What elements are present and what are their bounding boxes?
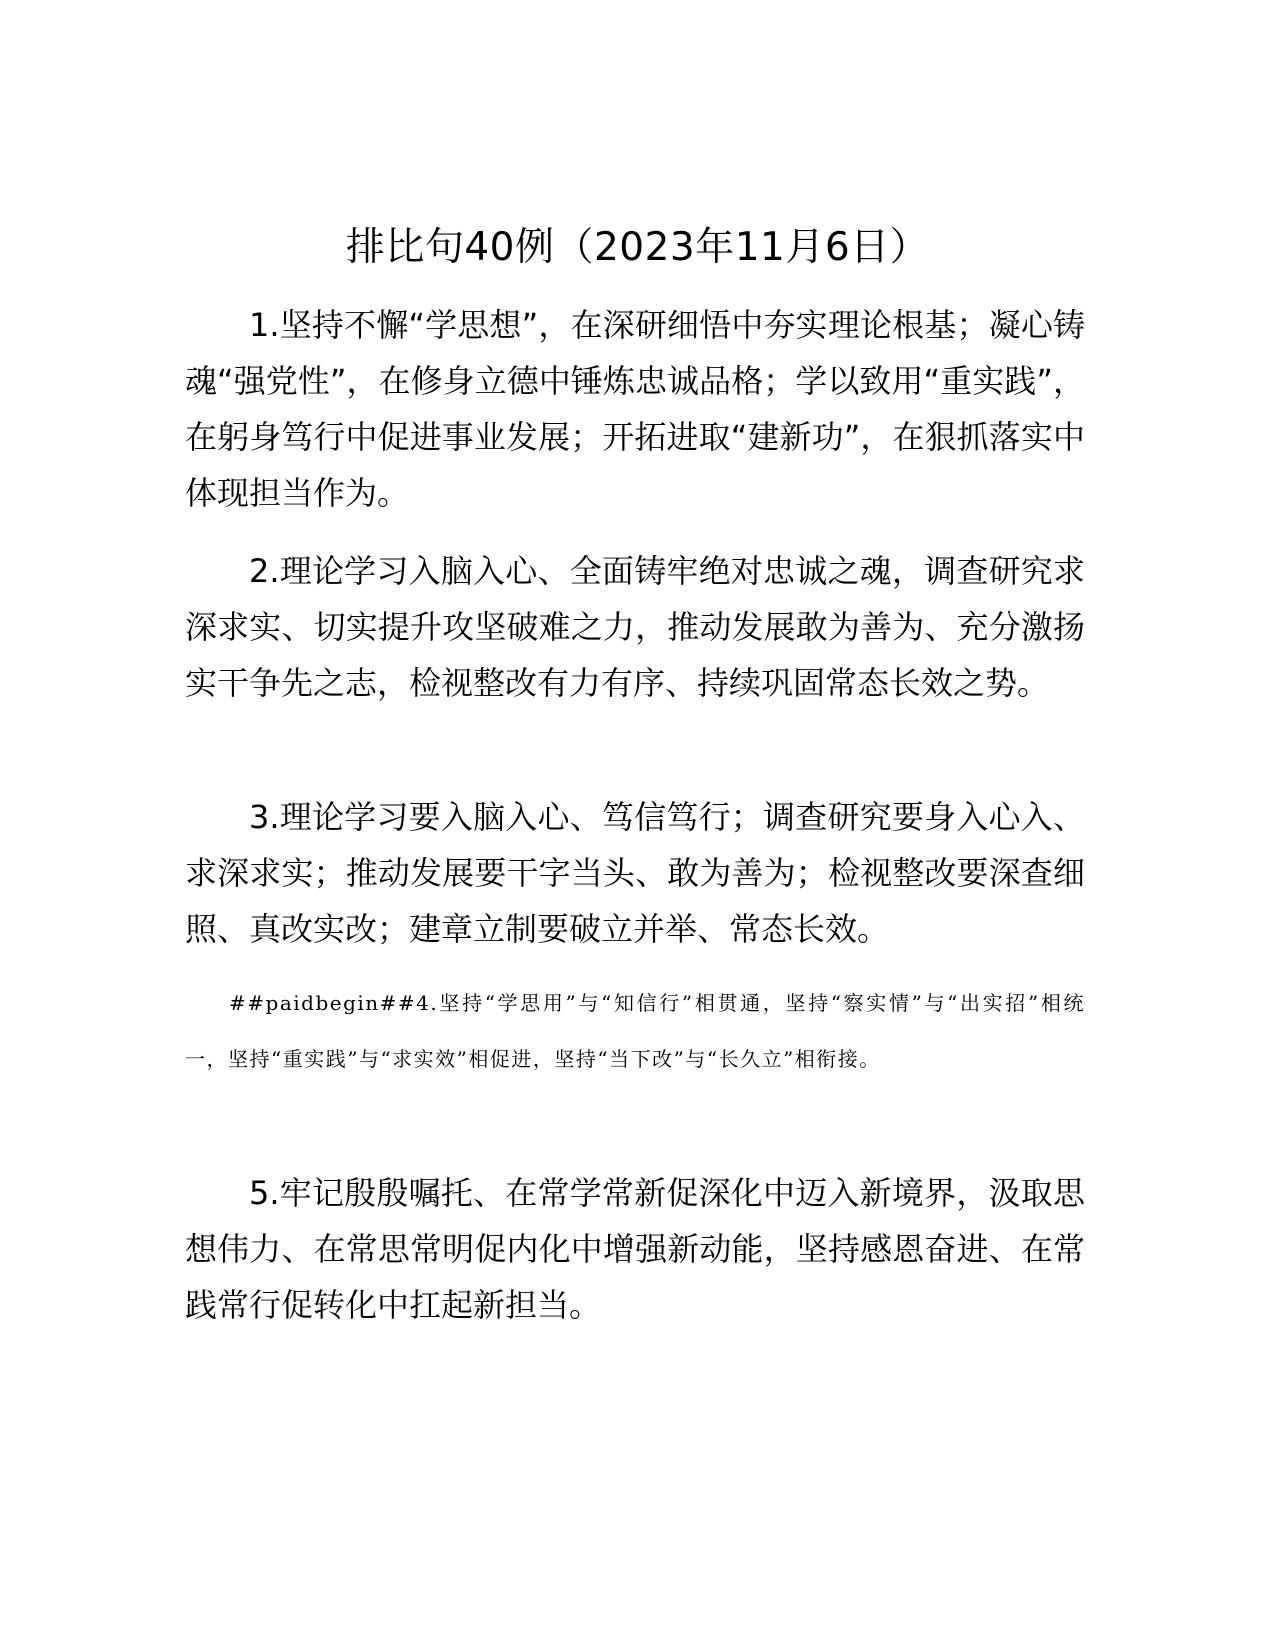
document-title: 排比句40例（2023年11月6日） bbox=[345, 225, 930, 270]
paragraph-3: 3.理论学习要入脑入心、笃信笃行；调查研究要身入心入、求深求实；推动发展要干字当头、敢为善为；检视整改要深查细照、真改实改；建章立制要破立并举、常态长效。 bbox=[185, 798, 1085, 948]
paragraph-1: 1.坚持不懈“学思想”，在深研细悟中夯实理论根基；凝心铸魂“强党性”，在修身立德中锤炼忠诚品格；学以致用“重实践”，在躬身笃行中促进事业发展；开拓进取“建新功”，在狠抓落实中体现担当作为。 bbox=[185, 306, 1085, 512]
paragraph-4: ##paidbegin##4.坚持“学思用”与“知信行”相贯通，坚持“察实情”与“出实招”相统一，坚持“重实践”与“求实效”相促进，坚持“当下改”与“长久立”相衔接。 bbox=[185, 991, 1085, 1071]
paragraph-5: 5.牢记殷殷嘱托、在常学常新促深化中迈入新境界，汲取思想伟力、在常思常明促内化中增强新动能，坚持感恩奋进、在常践常行促转化中扛起新担当。 bbox=[185, 1174, 1085, 1324]
paragraph-2: 2.理论学习入脑入心、全面铸牢绝对忠诚之魂，调查研究求深求实、切实提升攻坚破难之力，推动发展敢为善为、充分激扬实干争先之志，检视整改有力有序、持续巩固常态长效之势。 bbox=[185, 552, 1085, 702]
